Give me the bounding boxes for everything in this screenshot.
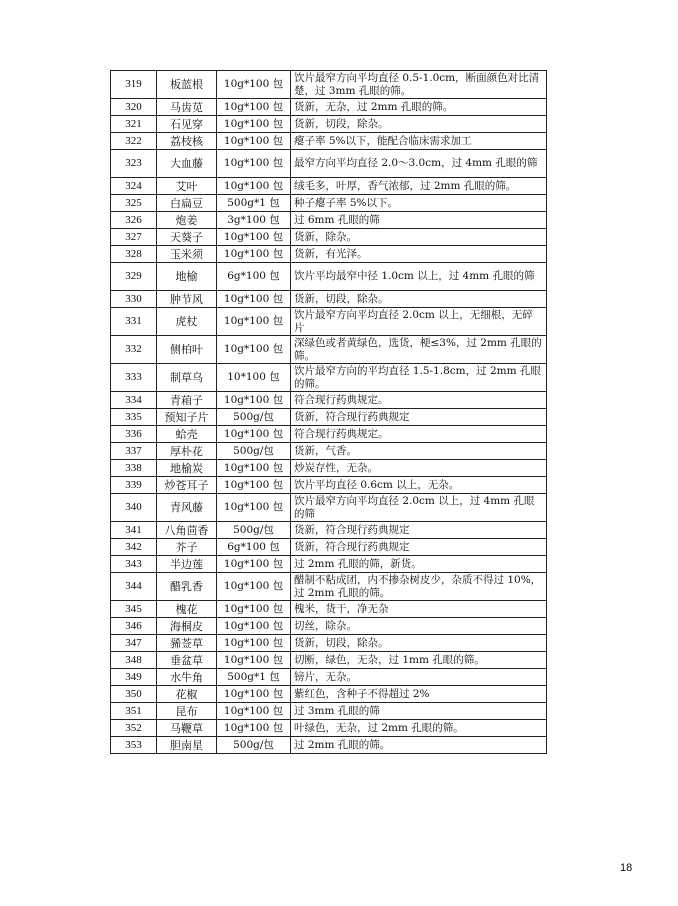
table-row bbox=[111, 392, 547, 409]
herb-name: 昆布 bbox=[157, 703, 217, 720]
herb-name: 虎杖 bbox=[157, 308, 217, 336]
table-row bbox=[111, 116, 547, 133]
package-spec: 10g*100 包 bbox=[217, 652, 291, 669]
package-spec: 10g*100 包 bbox=[217, 308, 291, 336]
quality-requirement: 镑片，无杂。 bbox=[291, 669, 547, 686]
package-spec: 10g*100 包 bbox=[217, 703, 291, 720]
table-row bbox=[111, 539, 547, 556]
table-row bbox=[111, 522, 547, 539]
table-row bbox=[111, 460, 547, 477]
table-row bbox=[111, 178, 547, 195]
herb-name: 海桐皮 bbox=[157, 618, 217, 635]
row-number: 351 bbox=[111, 703, 157, 720]
quality-requirement: 饮片最窄方向的平均直径 1.5-1.8cm，过 2mm 孔眼的筛。 bbox=[291, 364, 547, 392]
table-row bbox=[111, 133, 547, 150]
table-row bbox=[111, 409, 547, 426]
table-row bbox=[111, 556, 547, 573]
quality-requirement: 种子瘪子率 5%以下。 bbox=[291, 195, 547, 212]
row-number: 350 bbox=[111, 686, 157, 703]
quality-requirement: 醋制不粘成团，内不掺杂树皮少，杂质不得过 10%，过 2mm 孔眼的筛。 bbox=[291, 573, 547, 601]
herb-name: 玉米须 bbox=[157, 246, 217, 263]
row-number: 346 bbox=[111, 618, 157, 635]
herb-name: 醋乳香 bbox=[157, 573, 217, 601]
table-row bbox=[111, 703, 547, 720]
package-spec: 10g*100 包 bbox=[217, 460, 291, 477]
herb-name: 侧柏叶 bbox=[157, 336, 217, 364]
quality-requirement: 饮片最窄方向平均直径 2.0cm 以上，过 4mm 孔眼的筛 bbox=[291, 494, 547, 522]
herb-name: 天葵子 bbox=[157, 229, 217, 246]
table-row bbox=[111, 720, 547, 737]
row-number: 339 bbox=[111, 477, 157, 494]
table-row bbox=[111, 99, 547, 116]
row-number: 334 bbox=[111, 392, 157, 409]
row-number: 343 bbox=[111, 556, 157, 573]
row-number: 340 bbox=[111, 494, 157, 522]
quality-requirement: 切丝，除杂。 bbox=[291, 618, 547, 635]
row-number: 341 bbox=[111, 522, 157, 539]
quality-requirement: 叶绿色，无杂，过 2mm 孔眼的筛。 bbox=[291, 720, 547, 737]
quality-requirement: 过 2mm 孔眼的筛。 bbox=[291, 737, 547, 754]
package-spec: 500g/包 bbox=[217, 522, 291, 539]
package-spec: 3g*100 包 bbox=[217, 212, 291, 229]
row-number: 342 bbox=[111, 539, 157, 556]
package-spec: 10g*100 包 bbox=[217, 635, 291, 652]
package-spec: 6g*100 包 bbox=[217, 263, 291, 291]
herb-name: 垂盆草 bbox=[157, 652, 217, 669]
herb-name: 半边莲 bbox=[157, 556, 217, 573]
herb-spec-table bbox=[110, 70, 547, 754]
row-number: 332 bbox=[111, 336, 157, 364]
package-spec: 10*100 包 bbox=[217, 364, 291, 392]
row-number: 321 bbox=[111, 116, 157, 133]
herb-name: 马齿苋 bbox=[157, 99, 217, 116]
herb-name: 预知子片 bbox=[157, 409, 217, 426]
quality-requirement: 瘪子率 5%以下，能配合临床需求加工 bbox=[291, 133, 547, 150]
package-spec: 500g*1 包 bbox=[217, 669, 291, 686]
row-number: 330 bbox=[111, 291, 157, 308]
package-spec: 10g*100 包 bbox=[217, 686, 291, 703]
row-number: 327 bbox=[111, 229, 157, 246]
package-spec: 10g*100 包 bbox=[217, 291, 291, 308]
table-row bbox=[111, 195, 547, 212]
quality-requirement: 最窄方向平均直径 2.0～3.0cm，过 4mm 孔眼的筛 bbox=[291, 150, 547, 178]
quality-requirement: 饮片最窄方向平均直径 0.5-1.0cm，断面颜色对比清楚，过 3mm 孔眼的筛。 bbox=[291, 71, 547, 99]
row-number: 328 bbox=[111, 246, 157, 263]
package-spec: 10g*100 包 bbox=[217, 720, 291, 737]
package-spec: 10g*100 包 bbox=[217, 618, 291, 635]
row-number: 319 bbox=[111, 71, 157, 99]
row-number: 333 bbox=[111, 364, 157, 392]
package-spec: 10g*100 包 bbox=[217, 116, 291, 133]
row-number: 349 bbox=[111, 669, 157, 686]
herb-name: 花椒 bbox=[157, 686, 217, 703]
herb-name: 青风藤 bbox=[157, 494, 217, 522]
package-spec: 10g*100 包 bbox=[217, 246, 291, 263]
quality-requirement: 切断，绿色，无杂，过 1mm 孔眼的筛。 bbox=[291, 652, 547, 669]
quality-requirement: 饮片平均直径 0.6cm 以上，无杂。 bbox=[291, 477, 547, 494]
package-spec: 10g*100 包 bbox=[217, 133, 291, 150]
package-spec: 10g*100 包 bbox=[217, 573, 291, 601]
table-row bbox=[111, 443, 547, 460]
quality-requirement: 货新，有光泽。 bbox=[291, 246, 547, 263]
quality-requirement: 货新，无杂，过 2mm 孔眼的筛。 bbox=[291, 99, 547, 116]
row-number: 352 bbox=[111, 720, 157, 737]
row-number: 331 bbox=[111, 308, 157, 336]
row-number: 320 bbox=[111, 99, 157, 116]
herb-name: 青葙子 bbox=[157, 392, 217, 409]
table-row bbox=[111, 212, 547, 229]
row-number: 335 bbox=[111, 409, 157, 426]
package-spec: 10g*100 包 bbox=[217, 556, 291, 573]
row-number: 324 bbox=[111, 178, 157, 195]
table-row bbox=[111, 494, 547, 522]
table-row bbox=[111, 737, 547, 754]
table-row bbox=[111, 246, 547, 263]
quality-requirement: 货新，符合现行药典规定 bbox=[291, 522, 547, 539]
package-spec: 10g*100 包 bbox=[217, 336, 291, 364]
quality-requirement: 深绿色或者黄绿色，选货，梗≤3%，过 2mm 孔眼的筛。 bbox=[291, 336, 547, 364]
table-row bbox=[111, 669, 547, 686]
row-number: 326 bbox=[111, 212, 157, 229]
table-row bbox=[111, 364, 547, 392]
quality-requirement: 绒毛多，叶厚，香气浓郁，过 2mm 孔眼的筛。 bbox=[291, 178, 547, 195]
quality-requirement: 过 3mm 孔眼的筛 bbox=[291, 703, 547, 720]
quality-requirement: 过 6mm 孔眼的筛 bbox=[291, 212, 547, 229]
row-number: 348 bbox=[111, 652, 157, 669]
table-row bbox=[111, 686, 547, 703]
package-spec: 10g*100 包 bbox=[217, 150, 291, 178]
package-spec: 500g/包 bbox=[217, 737, 291, 754]
quality-requirement: 符合现行药典规定。 bbox=[291, 426, 547, 443]
herb-name: 胆南星 bbox=[157, 737, 217, 754]
table-row bbox=[111, 291, 547, 308]
herb-name: 八角茴香 bbox=[157, 522, 217, 539]
row-number: 338 bbox=[111, 460, 157, 477]
table-row bbox=[111, 477, 547, 494]
table-row bbox=[111, 229, 547, 246]
herb-name: 炒苍耳子 bbox=[157, 477, 217, 494]
herb-name: 芥子 bbox=[157, 539, 217, 556]
quality-requirement: 饮片最窄方向平均直径 2.0cm 以上，无细根，无碎片 bbox=[291, 308, 547, 336]
row-number: 322 bbox=[111, 133, 157, 150]
herb-name: 大血藤 bbox=[157, 150, 217, 178]
package-spec: 10g*100 包 bbox=[217, 71, 291, 99]
table-row bbox=[111, 601, 547, 618]
herb-name: 马鞭草 bbox=[157, 720, 217, 737]
quality-requirement: 过 2mm 孔眼的筛，新货。 bbox=[291, 556, 547, 573]
table-row bbox=[111, 426, 547, 443]
quality-requirement: 货新，气香。 bbox=[291, 443, 547, 460]
quality-requirement: 槐米，货干，净无杂 bbox=[291, 601, 547, 618]
herb-name: 荔枝核 bbox=[157, 133, 217, 150]
package-spec: 10g*100 包 bbox=[217, 178, 291, 195]
herb-name: 白扁豆 bbox=[157, 195, 217, 212]
row-number: 353 bbox=[111, 737, 157, 754]
herb-name: 肿节风 bbox=[157, 291, 217, 308]
herb-name: 槐花 bbox=[157, 601, 217, 618]
table-row bbox=[111, 71, 547, 99]
table-body bbox=[111, 71, 547, 754]
quality-requirement: 货新，切段，除杂。 bbox=[291, 116, 547, 133]
package-spec: 500g*1 包 bbox=[217, 195, 291, 212]
table-row bbox=[111, 652, 547, 669]
package-spec: 10g*100 包 bbox=[217, 99, 291, 116]
herb-name: 地榆 bbox=[157, 263, 217, 291]
package-spec: 10g*100 包 bbox=[217, 229, 291, 246]
herb-name: 板蓝根 bbox=[157, 71, 217, 99]
row-number: 344 bbox=[111, 573, 157, 601]
page-number: 18 bbox=[620, 862, 633, 874]
herb-name: 水牛角 bbox=[157, 669, 217, 686]
table-row bbox=[111, 573, 547, 601]
package-spec: 10g*100 包 bbox=[217, 494, 291, 522]
quality-requirement: 炒炭存性，无杂。 bbox=[291, 460, 547, 477]
herb-name: 蛤壳 bbox=[157, 426, 217, 443]
package-spec: 500g/包 bbox=[217, 443, 291, 460]
table-row bbox=[111, 336, 547, 364]
package-spec: 10g*100 包 bbox=[217, 426, 291, 443]
quality-requirement: 符合现行药典规定。 bbox=[291, 392, 547, 409]
herb-name: 艾叶 bbox=[157, 178, 217, 195]
row-number: 336 bbox=[111, 426, 157, 443]
package-spec: 10g*100 包 bbox=[217, 601, 291, 618]
package-spec: 6g*100 包 bbox=[217, 539, 291, 556]
quality-requirement: 货新，切段，除杂。 bbox=[291, 291, 547, 308]
herb-name: 制草乌 bbox=[157, 364, 217, 392]
quality-requirement: 货新，符合现行药典规定 bbox=[291, 539, 547, 556]
package-spec: 500g/包 bbox=[217, 409, 291, 426]
quality-requirement: 货新，除杂。 bbox=[291, 229, 547, 246]
quality-requirement: 货新，符合现行药典规定 bbox=[291, 409, 547, 426]
herb-name: 炮姜 bbox=[157, 212, 217, 229]
quality-requirement: 货新，切段，除杂。 bbox=[291, 635, 547, 652]
table-row bbox=[111, 263, 547, 291]
row-number: 325 bbox=[111, 195, 157, 212]
herb-name: 地榆炭 bbox=[157, 460, 217, 477]
row-number: 329 bbox=[111, 263, 157, 291]
row-number: 345 bbox=[111, 601, 157, 618]
row-number: 347 bbox=[111, 635, 157, 652]
quality-requirement: 紫红色，含种子不得超过 2% bbox=[291, 686, 547, 703]
row-number: 337 bbox=[111, 443, 157, 460]
package-spec: 10g*100 包 bbox=[217, 477, 291, 494]
package-spec: 10g*100 包 bbox=[217, 392, 291, 409]
table-row bbox=[111, 618, 547, 635]
herb-name: 豨莶草 bbox=[157, 635, 217, 652]
quality-requirement: 饮片平均最窄中径 1.0cm 以上，过 4mm 孔眼的筛 bbox=[291, 263, 547, 291]
table-row bbox=[111, 635, 547, 652]
table-row bbox=[111, 308, 547, 336]
row-number: 323 bbox=[111, 150, 157, 178]
herb-name: 厚朴花 bbox=[157, 443, 217, 460]
herb-name: 石见穿 bbox=[157, 116, 217, 133]
table-row bbox=[111, 150, 547, 178]
